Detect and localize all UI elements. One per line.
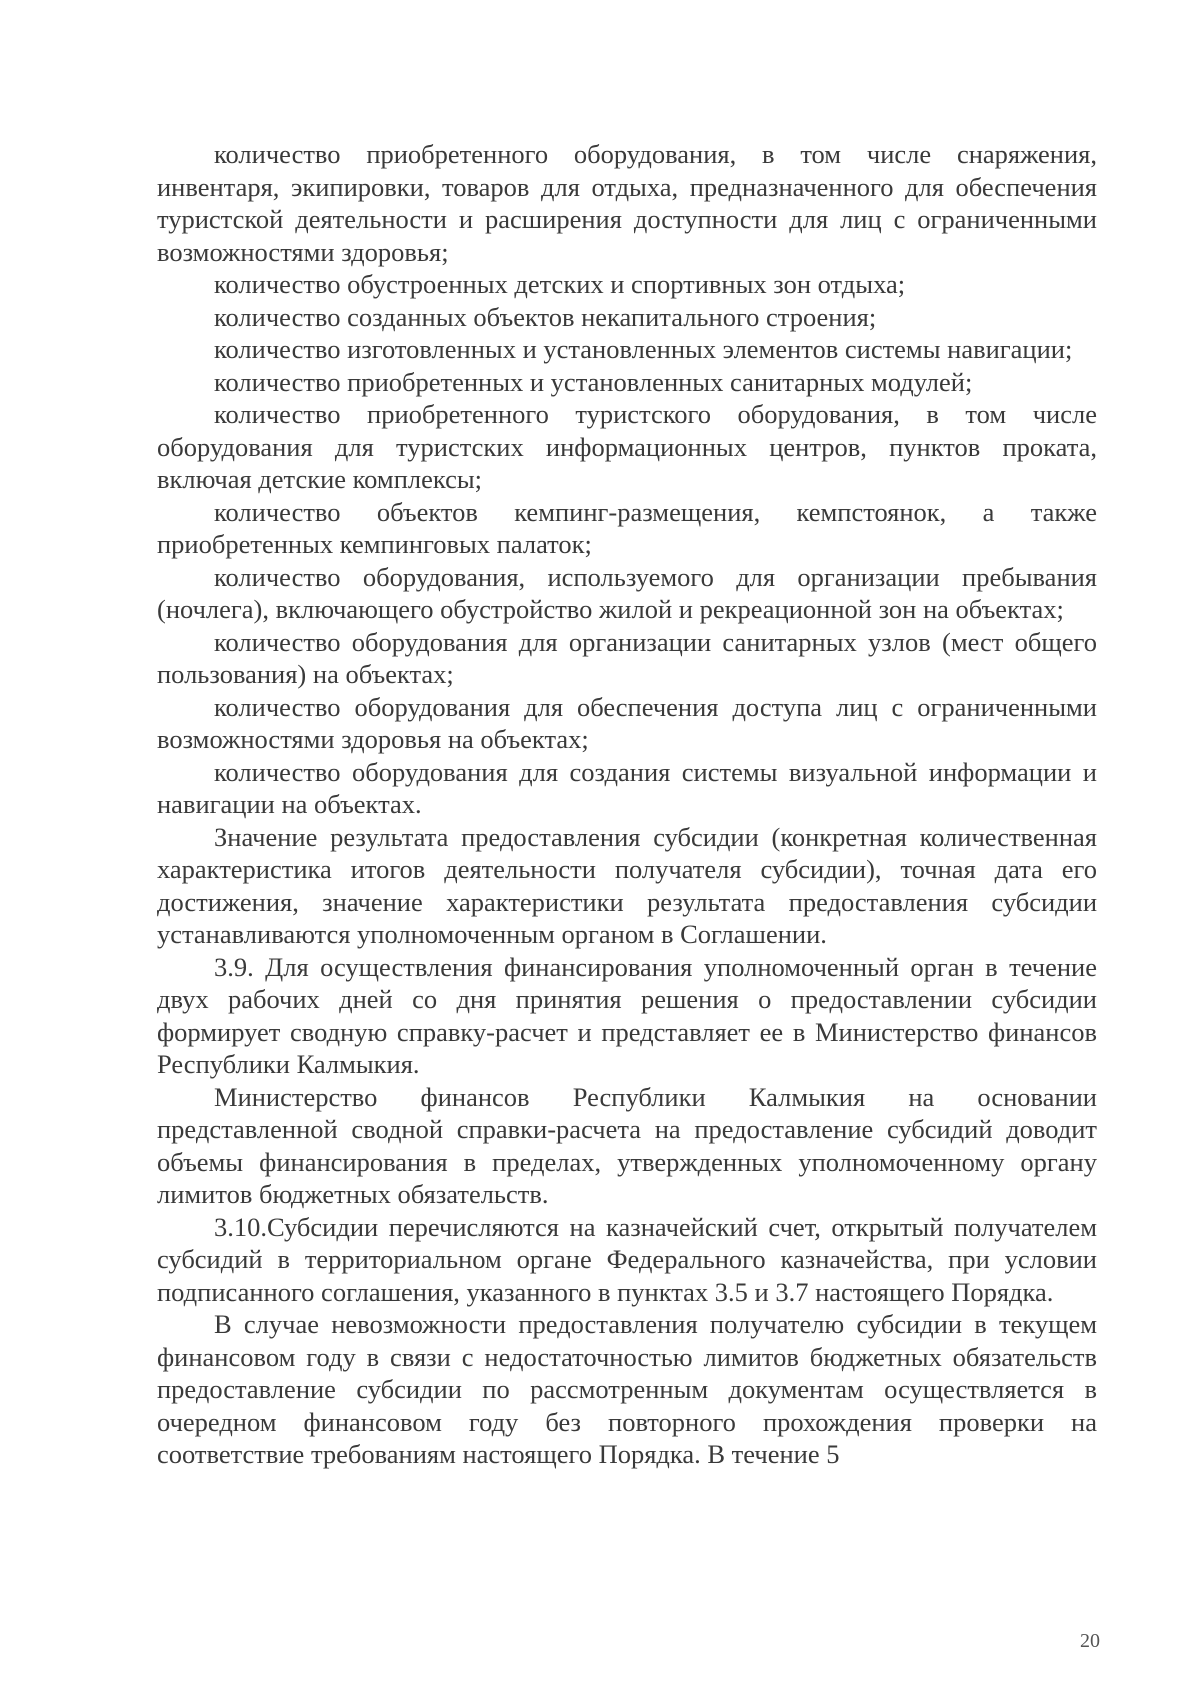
page-number: 20	[1080, 1630, 1100, 1652]
paragraph: количество приобретенного туристского оборудования, в том числе оборудования для туристских информационных центров, пунктов проката, включая детские комплексы;	[157, 399, 1097, 494]
paragraph: количество обустроенных детских и спортивных зон отдыха;	[214, 269, 906, 299]
paragraph: количество приобретенных и установленных санитарных модулей;	[214, 366, 973, 397]
paragraph: количество изготовленных и установленных элементов системы навигации;	[214, 334, 1073, 364]
paragraph: В случае невозможности предоставления получателю субсидии в текущем финансовом году в связи с недостаточностью лимитов бюджетных обязательств предоставление субсидии по рассмотренным документам осуществляется в очередном финансовом году без повторного прохождения проверки на соответствие требованиям настоящего Порядка. В течение 5	[157, 1309, 1097, 1469]
document-body	[157, 138, 1097, 1471]
paragraph: количество оборудования для создания системы визуальной информации и навигации на объектах.	[157, 756, 1097, 819]
paragraph: 3.9. Для осуществления финансирования уполномоченный орган в течение двух рабочих дней со дня принятия решения о предоставлении субсидии формирует сводную справку-расчет и представляет ее в Министерство финансов Республики Калмыкия.	[157, 951, 1097, 1079]
paragraph: количество оборудования, используемого для организации пребывания (ночлега), включающего обустройство жилой и рекреационной зон на объектах;	[157, 561, 1097, 624]
paragraph: Министерство финансов Республики Калмыкия на основании представленной сводной справки-расчета на предоставление субсидий доводит объемы финансирования в пределах, утвержденных уполномоченному органу лимитов бюджетных обязательств.	[157, 1081, 1097, 1209]
paragraph: количество созданных объектов некапитального строения;	[214, 301, 877, 332]
paragraph: количество объектов кемпинг-размещения, кемпстоянок, а также приобретенных кемпинговых палаток;	[157, 496, 1097, 559]
paragraph: количество оборудования для обеспечения доступа лиц с ограниченными возможностями здоровья на объектах;	[157, 691, 1097, 754]
paragraph: 3.10.Субсидии перечисляются на казначейский счет, открытый получателем субсидий в территориальном органе Федерального казначейства, при условии подписанного соглашения, указанного в пунктах 3.5 и 3.7 настоящего Порядка.	[157, 1211, 1097, 1307]
paragraph: Значение результата предоставления субсидии (конкретная количественная характеристика итогов деятельности получателя субсидии), точная дата его достижения, значение характеристики результата предоставления субсидии устанавливаются уполномоченным органом в Соглашении.	[157, 821, 1097, 949]
paragraph: количество приобретенного оборудования, в том числе снаряжения, инвентаря, экипировки, товаров для отдыха, предназначенного для обеспечения туристской деятельности и расширения доступности для лиц с ограниченными возможностями здоровья;	[157, 139, 1097, 267]
paragraph: количество оборудования для организации санитарных узлов (мест общего пользования) на объектах;	[157, 626, 1097, 689]
